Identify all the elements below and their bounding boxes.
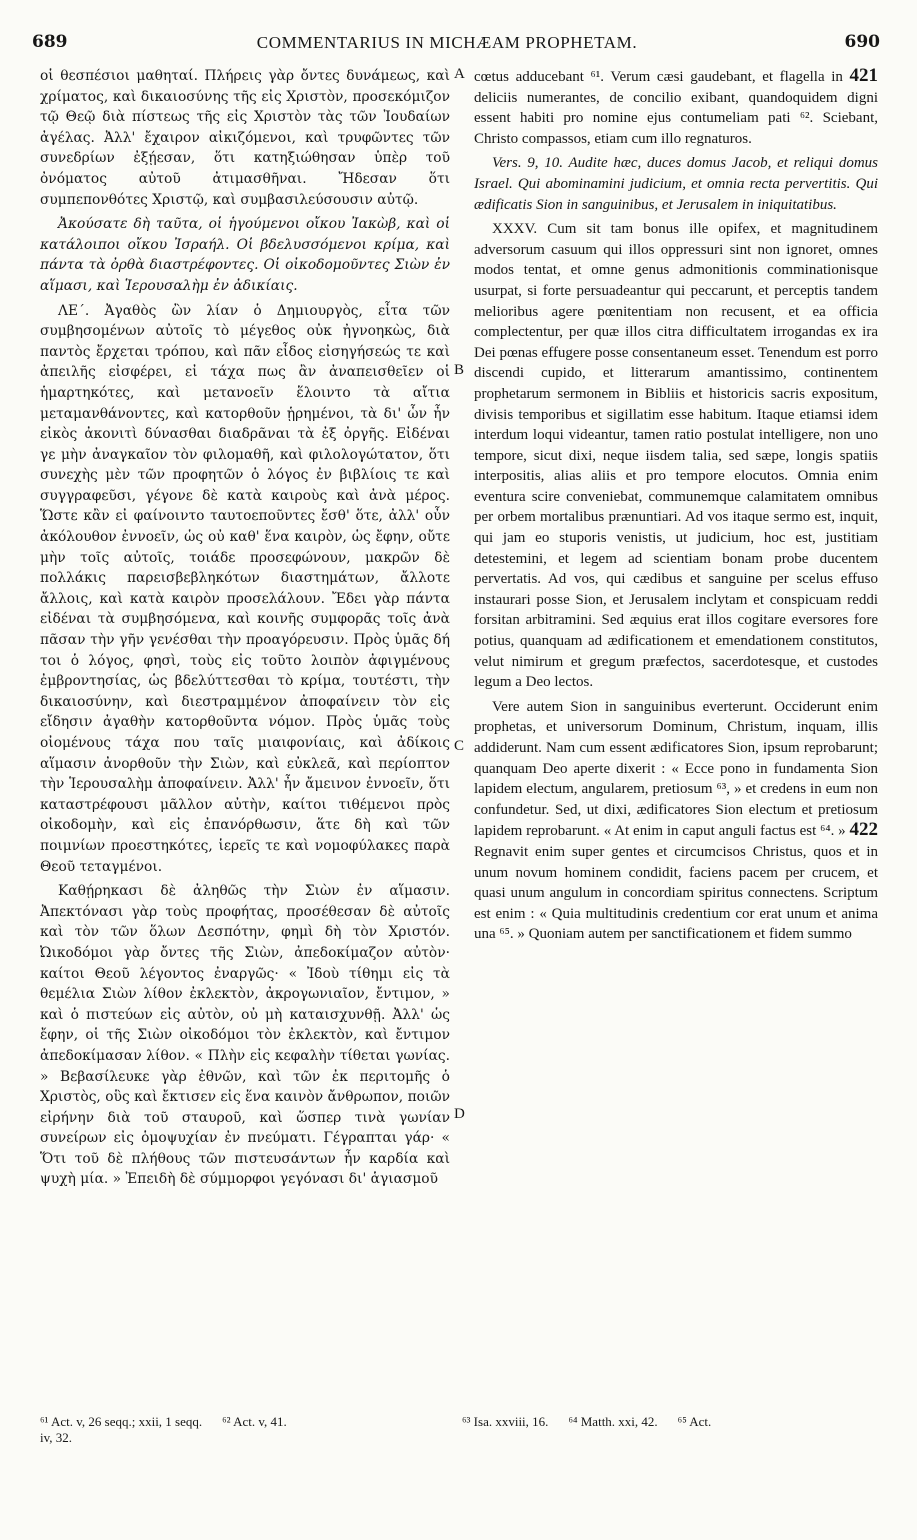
right-page-number: 690	[844, 32, 880, 52]
margin-letter-b: B	[454, 362, 465, 378]
latin-text: Regnavit enim super gentes et circumcisos Christus, quos et in unum novum hominem condidit, faciens pacem per crucem, et quasi unum angulum in concordiam spiritus connectens. Scriptum est enim : « Quia multitudinis credentium cor erat unum et anima una ⁶⁵. » Quoniam autem per sanctificationem et fidem summo	[474, 843, 878, 943]
section-number: 421	[849, 65, 878, 86]
latin-paragraph-35: XXXV. Cum sit tam bonus ille opifex, et magnitudinem adversorum casuum qui illos oppressuri sint non ignoret, omnes modos tentat, et omne genus admonitionis comminationisque usurpat, si forte persuadeantur qui peccarunt, et perceptis tandem melioribus agere pœnitentiam non recusent, et ea officia complectentur, per quæ illos citra difficultatem irrogandas ex ira Dei pœnas effugere posse consentaneum esset. Tenendum est porro discendi cupido, et litterarum amantissimo, continentem prophetarum sermonem in Bibliis et historicis sacris expositum, divisis temporibus et sigillatim esse habitum. Itaque etiamsi idem interdum loqui videantur, tamen ratio postulat intelligere, non uno tempore, sicut dixi, neque iisdem talia, sed sæpe, longis spatiis interpositis, alias aliis et pro tempore elocutos. Omnia enim eventura scire conveniebat, communemque calamitatem omnibus per orbem mortalibus prænuntiari. Ad vos itaque sermo est, inquit, qui jam eo stuporis venistis, ut judicium, hoc est, justitiam detestemini, et legem ad scientiam bonam probe ducentem pervertatis. Ad vos, qui cædibus et sanguine per scelus effuso instaurari posse Sion, et Jerusalem inclytam et conspicuam reddi forsitan arbitramini. Sed æquius erat illos cogitare eversores fore potius, quanquam ad ædificationem et emendationem constitutos, velut nimirum et gregum præfectos, sacerdotesque, et custodes legum a Deo lectos.	[474, 221, 878, 691]
margin-letter-a: A	[454, 66, 465, 82]
latin-paragraph-1	[474, 66, 878, 149]
latin-column	[474, 66, 878, 945]
greek-paragraph-4: Καθῄρηκασι δὲ ἀληθῶς τὴν Σιὼν ἐν αἵμασιν. Ἀπεκτόνασι γὰρ τοὺς προφήτας, προσέθεσαν δὲ αὐτοῖς καὶ τὸν τῶν ὅλων Δεσπότην, φημὶ δὴ τὸν Χριστόν. Ὠικοδόμοι γὰρ ὄντες τῆς Σιὼν, ἀπεδοκίμαζον αὐτὸν· καίτοι Θεοῦ λέγοντος ἐναργῶς· « Ἰδοὺ τίθημι εἰς τὰ θεμέλια Σιὼν λίθον ἐκλεκτὸν, ἀκρογωνιαῖον, ἔντιμον, » καὶ ὁ πιστεύων εἰς αὐτὸν, οὐ μὴ καταισχυνθῇ. Ἀλλ' ὡς ἔφην, οἱ τῆς Σιὼν οἰκοδόμοι τὸν ἐκλεκτὸν, καὶ ἔντιμον ἀπεδοκίμασαν λίθον. « Πλὴν εἰς κεφαλὴν τίθεται γωνίας. » Βεβασίλευκε γὰρ ἐθνῶν, καὶ τῶν ἐκ περιτομῆς ὁ Χριστὸς, οὓς καὶ ἔκτισεν εἰς ἕνα καινὸν ἄνθρωπον, ποιῶν εἰρήνην διὰ τοῦ σταυροῦ, καὶ ὥσπερ τινὰ γωνίαν συνείρων εἰς ὁμοψυχίαν ἐν πνεύματι. Γέγραπται γάρ· « Ὅτι τοῦ δὲ πλήθους τῶν πιστευσάντων ἦν καρδία καὶ ψυχὴ μία. » Ἐπειδὴ δὲ σύμμορφοι γεγόνασι δι' ἁγιασμοῦ	[40, 883, 450, 1188]
latin-verse: Vers. 9, 10. Audite hæc, duces domus Jacob, et reliqui domus Israel. Qui abominamini judicium, et omnia recta pervertitis. Qui ædificatis Sion in sanguinibus, et Jerusalem in iniquitatibus.	[474, 155, 878, 213]
footnote-61-cont: iv, 32.	[40, 1430, 73, 1445]
greek-column	[40, 66, 450, 1190]
section-number: 422	[849, 819, 878, 841]
footnote-63: ⁶³ Isa. xxviii, 16.	[462, 1414, 549, 1429]
greek-paragraph-1: οἱ θεσπέσιοι μαθηταί. Πλήρεις γὰρ ὄντες δυνάμεως, καὶ χρίματος, καὶ δικαιοσύνης τῆς εἰς Χριστὸν, προσεκόμιζον τῷ Θεῷ διὰ πίστεως τῆς εἰς Χριστὸν τὰς τῶν Ἰουδαίων ἀγέλας. Ἀλλ' ἔχαιρον αἰκιζόμενοι, καὶ τρυφῶντες τῶν συνεδρίων ἐξῄεσαν, ὅτι κατηξιώθησαν ὑπὲρ τοῦ ὀνόματος αὐτοῦ ἀτιμασθῆναι. Ἤδεσαν ὅτι συμπεπονθότες Χριστῷ, καὶ συμβασιλεύσουσιν αὐτῷ.	[40, 68, 450, 208]
running-title: COMMENTARIUS IN MICHÆAM PROPHETAM.	[256, 33, 638, 52]
footnote-65: ⁶⁵ Act.	[677, 1414, 712, 1429]
running-header	[14, 32, 880, 56]
latin-text: deliciis numerantes, de concilio exibant, quandoquidem digni essent habiti pro nomine ejus contumeliam pati ⁶². Sciebant, Christo compassos, etiam cum illo regnaturos.	[474, 89, 878, 147]
footnotes-left	[40, 1414, 470, 1446]
greek-paragraph-35: ΛΕ΄. Ἀγαθὸς ὢν λίαν ὁ Δημιουργὸς, εἶτα τῶν συμβησομένων αὐτοῖς τὸ μέγεθος οὐκ ἠγνοηκὼς, διὰ παντὸς ἔρχεται τρόπου, καὶ πᾶν εἶδος εἰσηγήσεώς τε καὶ ἀπειλῆς εἰσφέρει, εἰ τάχα πως ἂν ἀναπεισθεῖεν οἱ ἡμαρτηκότες, καὶ μετανοεῖν ἕλοιντο τὰ αἴτια μεταμανθάνοντες, καὶ κατορθοῦν ᾑρημένοι, τὰ δι' ὧν ἦν εἰκὸς ἀκονιτὶ δύνασθαι διαδρᾶναι τὰ ἐξ ὀργῆς. Εἰδέναι γε μὴν ἀναγκαῖον τὸν φιλομαθῆ, καὶ φιλολογώτατον, ὅτι συνεχὴς μὲν τῶν προφητῶν ὁ λόγος ἐν βιβλίοις τε καὶ συγγραφεῦσι, γέγονε δὲ κατὰ καιροὺς καὶ ἀνὰ μέρος. Ὥστε κἂν εἰ φαίνοιντο ταυτοεποῦντες ἔσθ' ὅτε, ἀλλ' οὖν ἀκόλουθον ἐννοεῖν, ὡς οὐ καθ' ἕνα καιρὸν, ὡς ἔφην, οὔτε μὴν τοῖς αὐτοῖς, τοιάδε προσεφώνουν, μακρῶν δὲ πολλάκις παρεισβεβληκότων διαστημάτων, ἄλλοτε ἄλλοις, καὶ κατὰ καιρὸν προσελάλουν. Ἔδει γὰρ πάντα εἰδέναι τὰ συμβησόμενα, καὶ κοινῆς συμφορᾶς τοῖς ἀνὰ πᾶσαν τὴν γῆν γενέσθαι τὴν προαγόρευσιν. Πρὸς ὑμᾶς δή τοι ὁ λόγος, φησὶ, τοὺς εἰς τοῦτο λοιπὸν ἀφιγμένους ἐμβροντησίας, ὡς βδελύττεσθαι τὸ κρίμα, τουτέστι, τὴν δικαιοσύνην, καὶ διεστραμμένον ἀποφαίνειν τὸν εἰς εἴδησιν ἀγαθὴν κατορθοῦντα νόμον. Πρὸς ὑμᾶς τοὺς οἰομένους τάχα που ταῖς μιαιφονίαις, καὶ ἀδίκοις αἵμασιν ἀνορθοῦν τὴν Σιὼν, καὶ εὐκλεᾶ, καὶ περίοπτον τὴν Ἱερουσαλὴμ ἀποφαίνειν. Ἀλλ' ἦν ἄμεινον ἐννοεῖν, ὅτι καταστρέφουσι μᾶλλον αὐτὴν, καίτοι τιθέμενοι πρὸς οἰκοδομὴν, καὶ εἰς ἐπανόρθωσιν, ἅτε δὴ καὶ τῶν ποιμνίων προεστηκότες, ἱερεῖς τε καὶ νομοφύλακες παρὰ Θεοῦ τεταγμένοι.	[40, 302, 450, 875]
margin-letter-c: C	[454, 738, 465, 754]
greek-verse: Ἀκούσατε δὴ ταῦτα, οἱ ἡγούμενοι οἴκου Ἰακὼβ, καὶ οἱ κατάλοιποι οἴκου Ἰσραήλ. Οἱ βδελυσσόμενοι κρίμα, καὶ πάντα τὰ ὀρθὰ διαστρέφοντες. Οἱ οἰκοδομοῦντες Σιὼν ἐν αἵμασι, καὶ Ἱερουσαλὴμ ἐν ἀδικίαις.	[40, 216, 450, 294]
footnotes-right	[462, 1414, 892, 1430]
margin-letter-d: D	[454, 1106, 465, 1122]
left-page-number: 689	[32, 32, 68, 52]
latin-paragraph-4	[474, 697, 878, 945]
footnote-61: ⁶¹ Act. v, 26 seqq.; xxii, 1 seqq.	[40, 1414, 203, 1429]
latin-text: cœtus adducebant ⁶¹. Verum cæsi gaudebant, et flagella in	[474, 69, 850, 85]
footnote-64: ⁶⁴ Matth. xxi, 42.	[568, 1414, 658, 1429]
latin-text: Vere autem Sion in sanguinibus everterunt. Occiderunt enim prophetas, et universorum Dominum, Christum, inquam, illis addiderunt. Nam cum essent ædificatores Sion, ipsum reprobarunt; quanquam Deo aperte dixerit : « Ecce pono in fundamenta Sion lapidem electum, angularem, pretiosum ⁶³, » et credens in eum non confundetur. Sed, ut dixi, ædificatores Sion electum et pretiosum lapidem reprobarunt. « At enim in caput anguli factus est ⁶⁴. »	[474, 698, 878, 840]
footnote-62: ⁶² Act. v, 41.	[222, 1414, 287, 1429]
